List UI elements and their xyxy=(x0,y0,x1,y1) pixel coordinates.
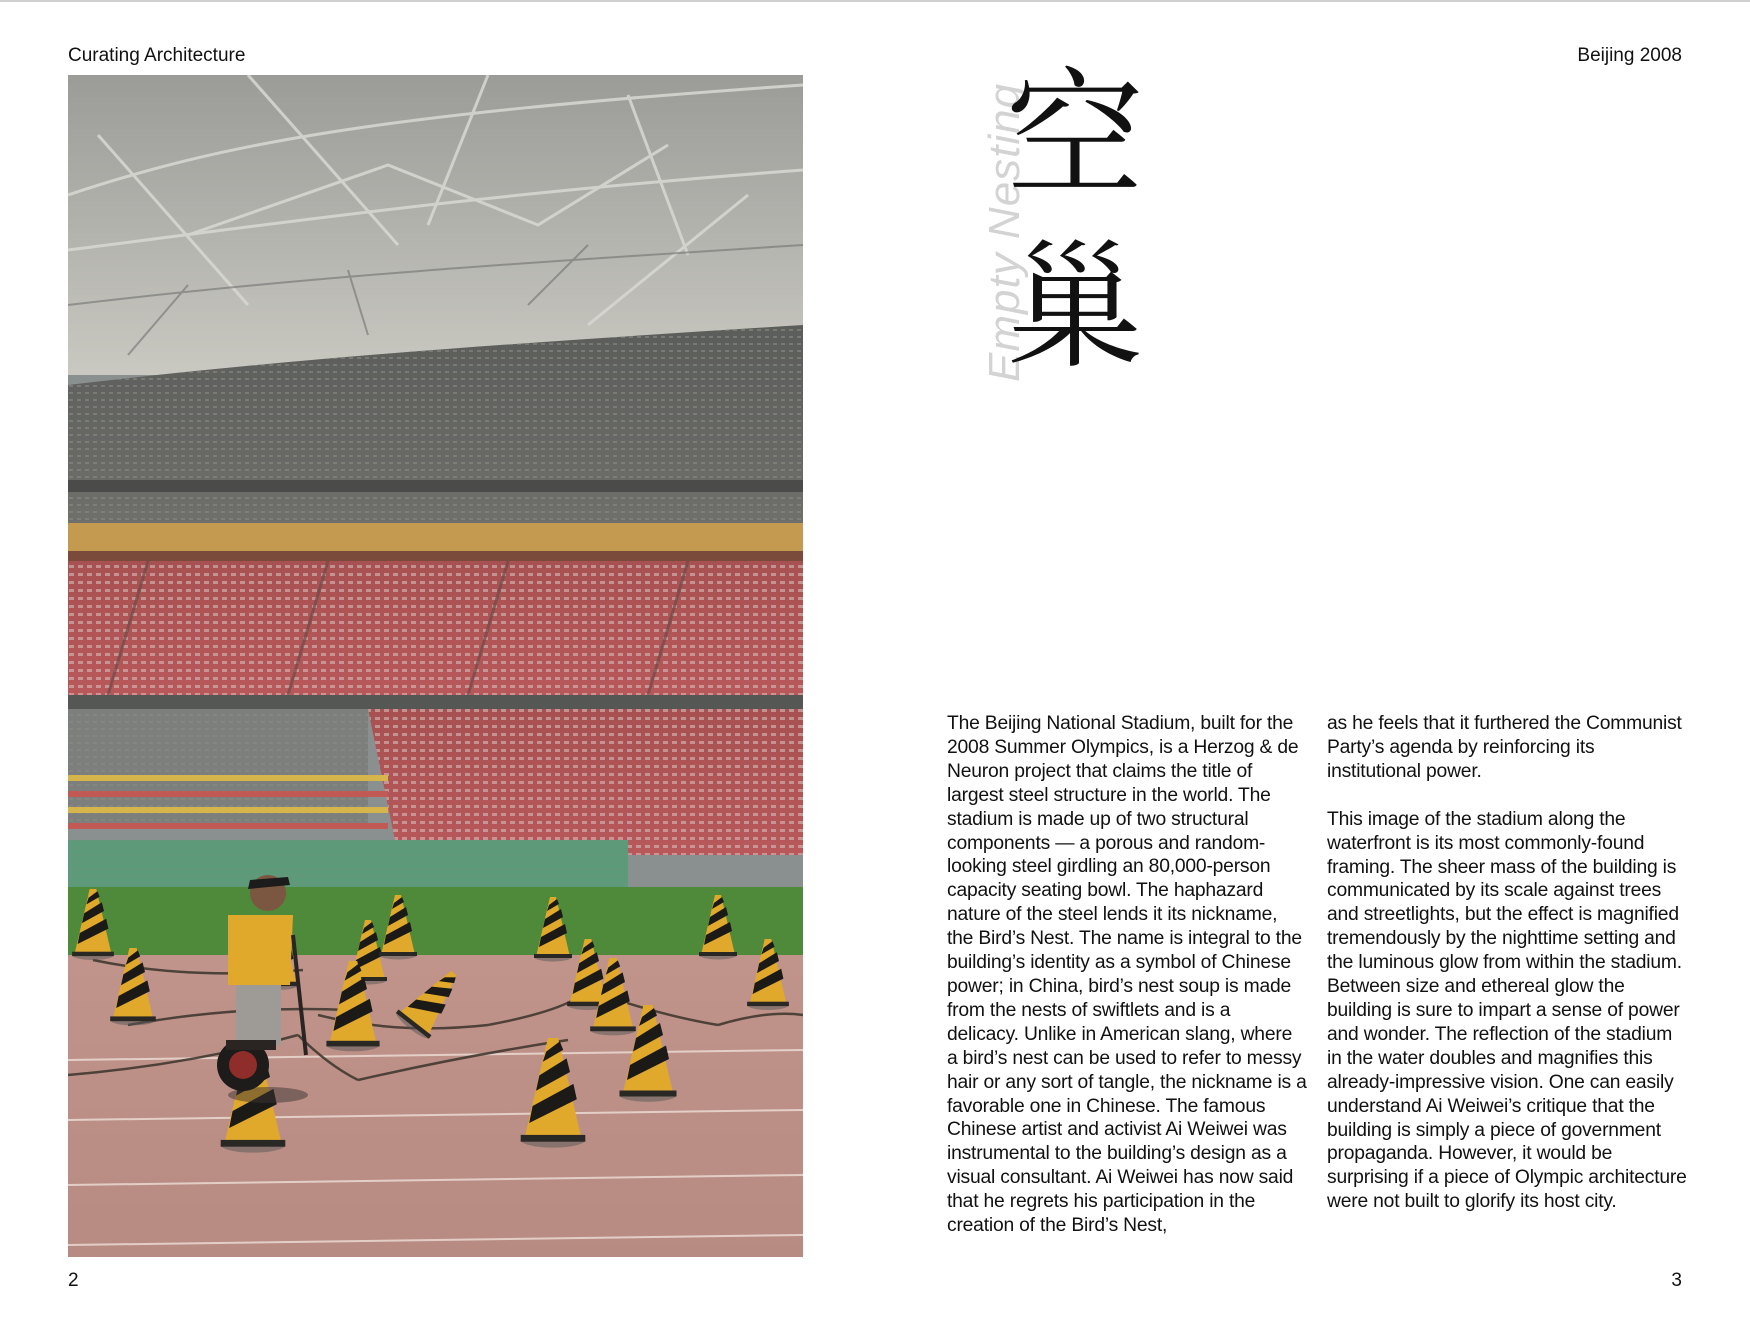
stadium-illustration xyxy=(68,75,803,1257)
running-header-right: Beijing 2008 xyxy=(1577,45,1682,66)
page-number-left: 2 xyxy=(68,1270,79,1291)
vertical-title-text: Empty Nesting xyxy=(980,82,1029,382)
page-number-right: 3 xyxy=(1671,1270,1682,1291)
body-column-2 xyxy=(1327,712,1687,1214)
left-page xyxy=(0,2,875,1324)
body-paragraph: The Beijing National Stadium, built for the 2008 Summer Olympics, is a Herzog & de Neuron project that claims the title of largest steel structure in the world. The stadium is made up of two structural components — a porous and random-looking steel girdling an 80,000-person capacity seating bowl. The haphazard nature of the steel lends it its nickname, the Bird’s Nest. The name is integral to the building’s identity as a symbol of Chinese power; in China, bird’s nest soup is made from the nests of swiftlets and is a delicacy. Unlike in American slang, where a bird’s nest can be used to refer to messy hair or any sort of tangle, the nickname is a favorable one in Chinese. The famous Chinese artist and activist Ai Weiwei was instrumental to the building’s design as a visual consultant. Ai Weiwei has now said that he regrets his participation in the creation of the Bird’s Nest, xyxy=(947,713,1307,1237)
cjk-title xyxy=(1005,50,1145,394)
running-header-left: Curating Architecture xyxy=(68,45,246,66)
cjk-title-char-2: 巢 xyxy=(1005,227,1144,388)
body-column-1 xyxy=(947,712,1307,1238)
stadium-photo xyxy=(68,75,803,1257)
cjk-title-char-1: 空 xyxy=(1005,55,1144,216)
body-paragraph: This image of the stadium along the waterfront is its most commonly-found framing. The sheer mass of the building is communicated by its scale against trees and streetlights, but the effect is magnified tremendously by the nighttime setting and the luminous glow from within the stadium. Between size and ethereal glow the building is sure to impart a sense of power and wonder. The reflection of the stadium in the water doubles and magnifies this already-impressive vision. One can easily understand Ai Weiwei’s critique that the building is simply a piece of government propaganda. However, it would be surprising if a piece of Olympic architecture were not built to glorify its host city. xyxy=(1327,808,1687,1213)
vertical-title xyxy=(950,72,1029,392)
body-paragraph: as he feels that it furthered the Communist Party’s agenda by reinforcing its institutional power. xyxy=(1327,713,1682,782)
